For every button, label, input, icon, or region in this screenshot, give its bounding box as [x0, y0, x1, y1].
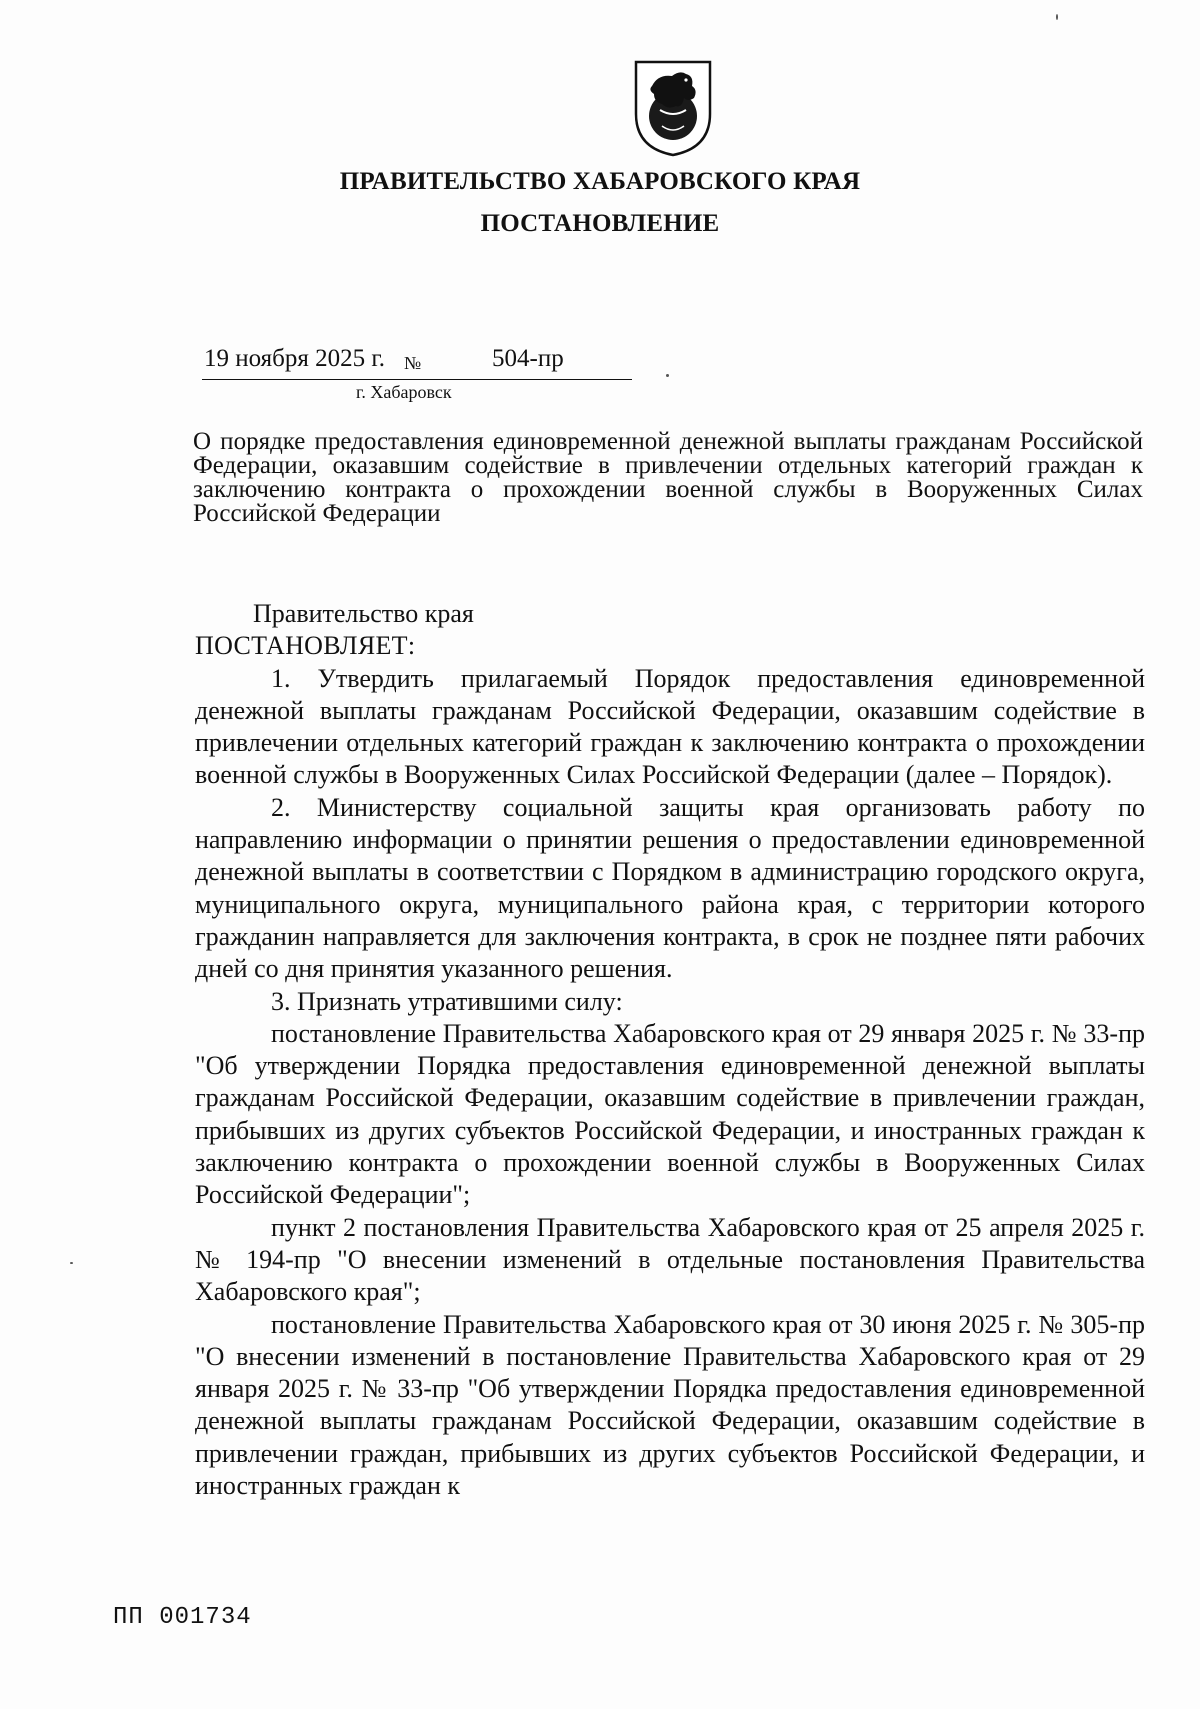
scan-speck — [70, 1262, 73, 1264]
paragraph-3: 3. Признать утратившими силу: — [271, 986, 623, 1016]
paragraph-3-item-2: пункт 2 постановления Правительства Хабаровского края от 25 апреля 2025 г. № 194-пр "О внесении изменений в отдельные постановления Правительства Хабаровского края"; — [195, 1212, 1145, 1307]
government-line: Правительство края — [253, 599, 474, 628]
resolves-line: ПОСТАНОВЛЯЕТ: — [195, 631, 416, 661]
document-subject: О порядке предоставления единовременной денежной выплаты гражданам Российской Федерации, оказавшим содействие в привлечении отдельных категорий граждан к заключению контракта о прохождении военной службы в Вооруженных Силах Российской Федерации — [193, 428, 1143, 527]
paragraph-1: 1. Утвердить прилагаемый Порядок предоставления единовременной денежной выплаты гражданам Российской Федерации, оказавшим содействие в привлечении отдельных категорий граждан к заключению контракта о прохождении военной службы в Вооруженных Силах Российской Федерации (далее – Порядок). — [195, 663, 1145, 790]
paragraph-2: 2. Министерству социальной защиты края организовать работу по направлению информации о принятии решения о предоставлении единовременной денежной выплаты в соответствии с Порядком в администрацию городского округа, муниципального округа, муниципального района края, с территории которого гражданин направляется для заключения контракта, в срок не позднее пяти рабочих дней со дня принятия указанного решения. — [195, 792, 1145, 984]
serial-number: ПП 001734 — [113, 1604, 252, 1631]
scan-speck — [1056, 14, 1058, 20]
document-number: 504-пр — [492, 345, 564, 372]
scan-speck — [666, 374, 669, 377]
coat-of-arms-bear-icon — [632, 56, 714, 158]
organization-title: ПРАВИТЕЛЬСТВО ХАБАРОВСКОГО КРАЯ — [339, 168, 861, 195]
document-type: ПОСТАНОВЛЕНИЕ — [480, 210, 720, 237]
document-date: 19 ноября 2025 г. — [204, 345, 386, 372]
document-city: г. Хабаровск — [356, 382, 452, 402]
document-body — [195, 598, 1145, 1502]
paragraph-3-item-1: постановление Правительства Хабаровского края от 29 января 2025 г. № 33-пр "Об утверждении Порядка предоставления единовременной денежной выплаты гражданам Российской Федерации, оказавшим содействие в привлечении граждан, прибывших из других субъектов Российской Федерации, и иностранных граждан к заключению контракта о прохождении военной службы в Вооруженных Силах Российской Федерации"; — [195, 1018, 1145, 1210]
paragraph-3-item-3: постановление Правительства Хабаровского края от 30 июня 2025 г. № 305-пр "О внесении изменений в постановление Правительства Хабаровского края от 29 января 2025 г. № 33-пр "Об утверждении Порядка предоставления единовременной денежной выплаты гражданам Российской Федерации, оказавшим содействие в привлечении граждан, прибывших из других субъектов Российской Федерации, и иностранных граждан к — [195, 1309, 1145, 1501]
date-number-line — [202, 345, 632, 380]
number-sign: № — [404, 353, 422, 373]
